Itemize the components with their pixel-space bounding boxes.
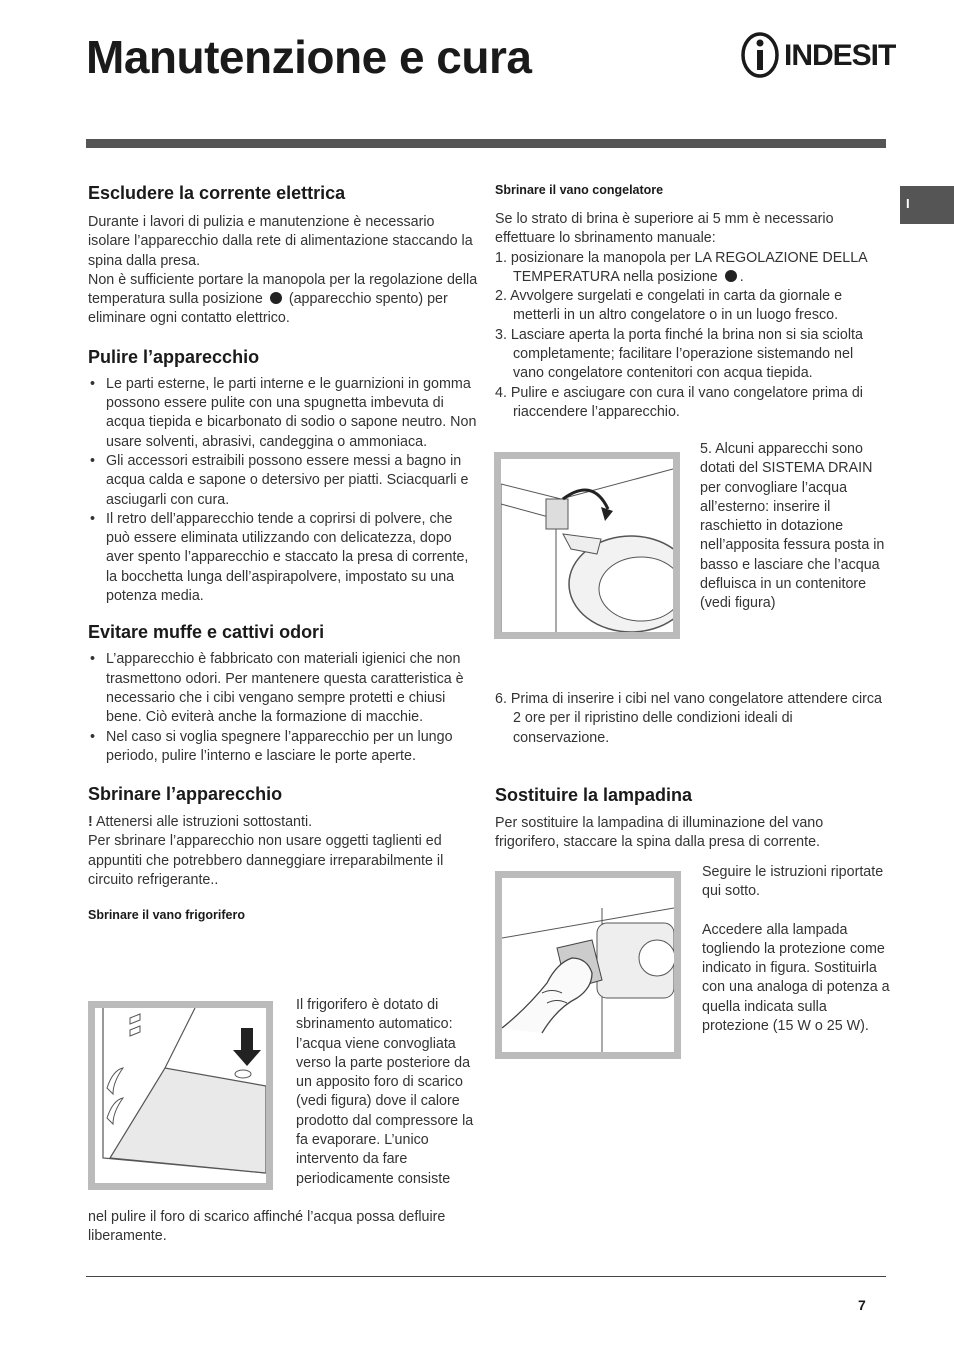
drain-system-figure [494, 452, 680, 639]
sub-heading-fridge: Sbrinare il vano frigorifero [88, 908, 245, 923]
section-heading-lamp: Sostituire la lampadina [495, 784, 693, 805]
list-item: • Nel caso si voglia spegnere l’apparecchio per un lungo periodo, pulire l’interno e lasciare le porte aperte. [88, 728, 480, 767]
list-item: 4. Pulire e asciugare con cura il vano congelatore prima di riaccendere l’apparecchio. [495, 384, 863, 420]
list-item: 3. Lasciare aperta la porta finché la brina non si sia sciolta completamente; facilitare l’operazione sistemando nel vano congelatore contenitori con acqua tiepida. [495, 326, 863, 382]
section-heading-mould: Evitare muffe e cattivi odori [88, 622, 325, 643]
header-rule [86, 139, 886, 148]
paragraph: Per sbrinare l’apparecchio non usare oggetti taglienti ed appuntiti che potrebbero danneggiare irreparabilmente il circuito refrigerante.. [88, 833, 444, 889]
lamp-side-text [702, 863, 892, 1036]
lamp-replacement-illustration [502, 878, 674, 1052]
right-column-top [495, 182, 885, 422]
page-title: Manutenzione e cura [86, 31, 532, 83]
list-item: • L’apparecchio è fabbricato con materiali igienici che non trasmettono odori. Per mantenere questa caratteristica è necessario che i cibi vengano sempre protetti e chiusi bene. Ciò eviterà anche la formazione di macchie. [88, 650, 480, 727]
section-heading-power: Escludere la corrente elettrica [88, 183, 346, 203]
paragraph: Accedere alla lampada togliendo la protezione come indicato in figura. Sostituirla con una analoga di potenza a quella indicata sulla protezione (15 W o 25 W). [702, 921, 890, 1035]
list-item: • Gli accessori estraibili possono essere messi a bagno in acqua calda e sapone o detersivo per piatti. Sciacquarli e asciugarli con cura. [88, 452, 480, 510]
paragraph: Seguire le istruzioni riportate qui sotto. [702, 864, 884, 900]
fridge-drain-illustration [95, 1008, 266, 1183]
language-tab-label: I [906, 196, 910, 211]
paragraph: Non è sufficiente portare la manopola per la regolazione della temperatura sulla posizione (apparecchio spento) per eliminare ogni contatto elettrico. [88, 271, 478, 327]
brand-mark-icon [740, 30, 784, 80]
list-item: 2. Avvolgere surgelati e congelati in carta da giornale e metterli in un altro congelatore o in un luogo fresco. [495, 288, 843, 324]
drain-system-illustration [501, 459, 673, 632]
cleaning-list [88, 375, 480, 607]
paragraph: Se lo strato di brina è superiore ai 5 mm è necessario effettuare lo sbrinamento manuale: [495, 211, 834, 247]
list-item: 1. posizionare la manopola per LA REGOLAZIONE DELLA TEMPERATURA nella posizione . [495, 249, 867, 285]
freezer-steps [495, 249, 885, 423]
list-item: 6. Prima di inserire i cibi nel vano congelatore attendere circa 2 ore per il ripristino delle condizioni ideali di conservazione. [495, 691, 883, 746]
warning-icon: ! [88, 814, 93, 831]
brand-name: INDESIT [784, 39, 896, 72]
indesit-logo [740, 30, 902, 80]
language-tab [900, 186, 954, 224]
freezer-steps-continued [495, 690, 885, 748]
lamp-replacement-figure [495, 871, 681, 1059]
drain-step-5: 5. Alcuni apparecchi sono dotati del SISTEMA DRAIN per convogliare l’acqua all’esterno: inserire il raschietto in dotazione nell’apposita fessura posta in basso e lasciare che l’acqua defluisca in un contenitore (vedi figura) [700, 441, 885, 612]
footer-rule [86, 1276, 886, 1277]
warning-note: ! Attenersi alle istruzioni sottostanti. [88, 814, 313, 831]
left-column [88, 182, 480, 923]
off-position-icon [270, 292, 282, 304]
paragraph: Per sostituire la lampadina di illuminazione del vano frigorifero, staccare la spina dalla presa di corrente. [495, 814, 824, 851]
sub-heading-freezer: Sbrinare il vano congelatore [495, 183, 664, 197]
list-item: • Il retro dell’apparecchio tende a coprirsi di polvere, che può essere eliminata utilizzando con delicatezza, dopo aver spento l’apparecchio e staccato la presa di corrente, la bocchetta lunga dell’aspirapolvere, impostato su una potenza media. [88, 510, 480, 606]
section-heading-defrost: Sbrinare l’apparecchio [88, 784, 283, 805]
page-number: 7 [858, 1297, 866, 1313]
max-position-icon [725, 270, 737, 282]
fridge-drain-figure [88, 1001, 273, 1190]
paragraph: Durante i lavori di pulizia e manutenzione è necessario isolare l’apparecchio dalla rete di alimentazione staccando la spina dalla presa. [88, 214, 473, 269]
section-heading-cleaning: Pulire l’apparecchio [88, 346, 260, 367]
fridge-continuation: nel pulire il foro di scarico affinché l’acqua possa defluire liberamente. [88, 1209, 446, 1245]
mould-list [88, 650, 480, 766]
list-item: • Le parti esterne, le parti interne e le guarnizioni in gomma possono essere pulite con una spugnetta imbevuta di acqua tiepida e bicarbonato di sodio o sapone neutro. Non usare solventi, abrasivi, candeggina o ammoniaca. [88, 375, 480, 452]
fridge-side-text: Il frigorifero è dotato di sbrinamento automatico: l’acqua viene convogliata verso la parte posteriore da un apposito foro di scarico (vedi figura) dove il calore prodotto dal compressore la fa evaporare. L’unico intervento da fare periodicamente consiste [296, 997, 474, 1187]
right-column-mid [495, 690, 885, 852]
